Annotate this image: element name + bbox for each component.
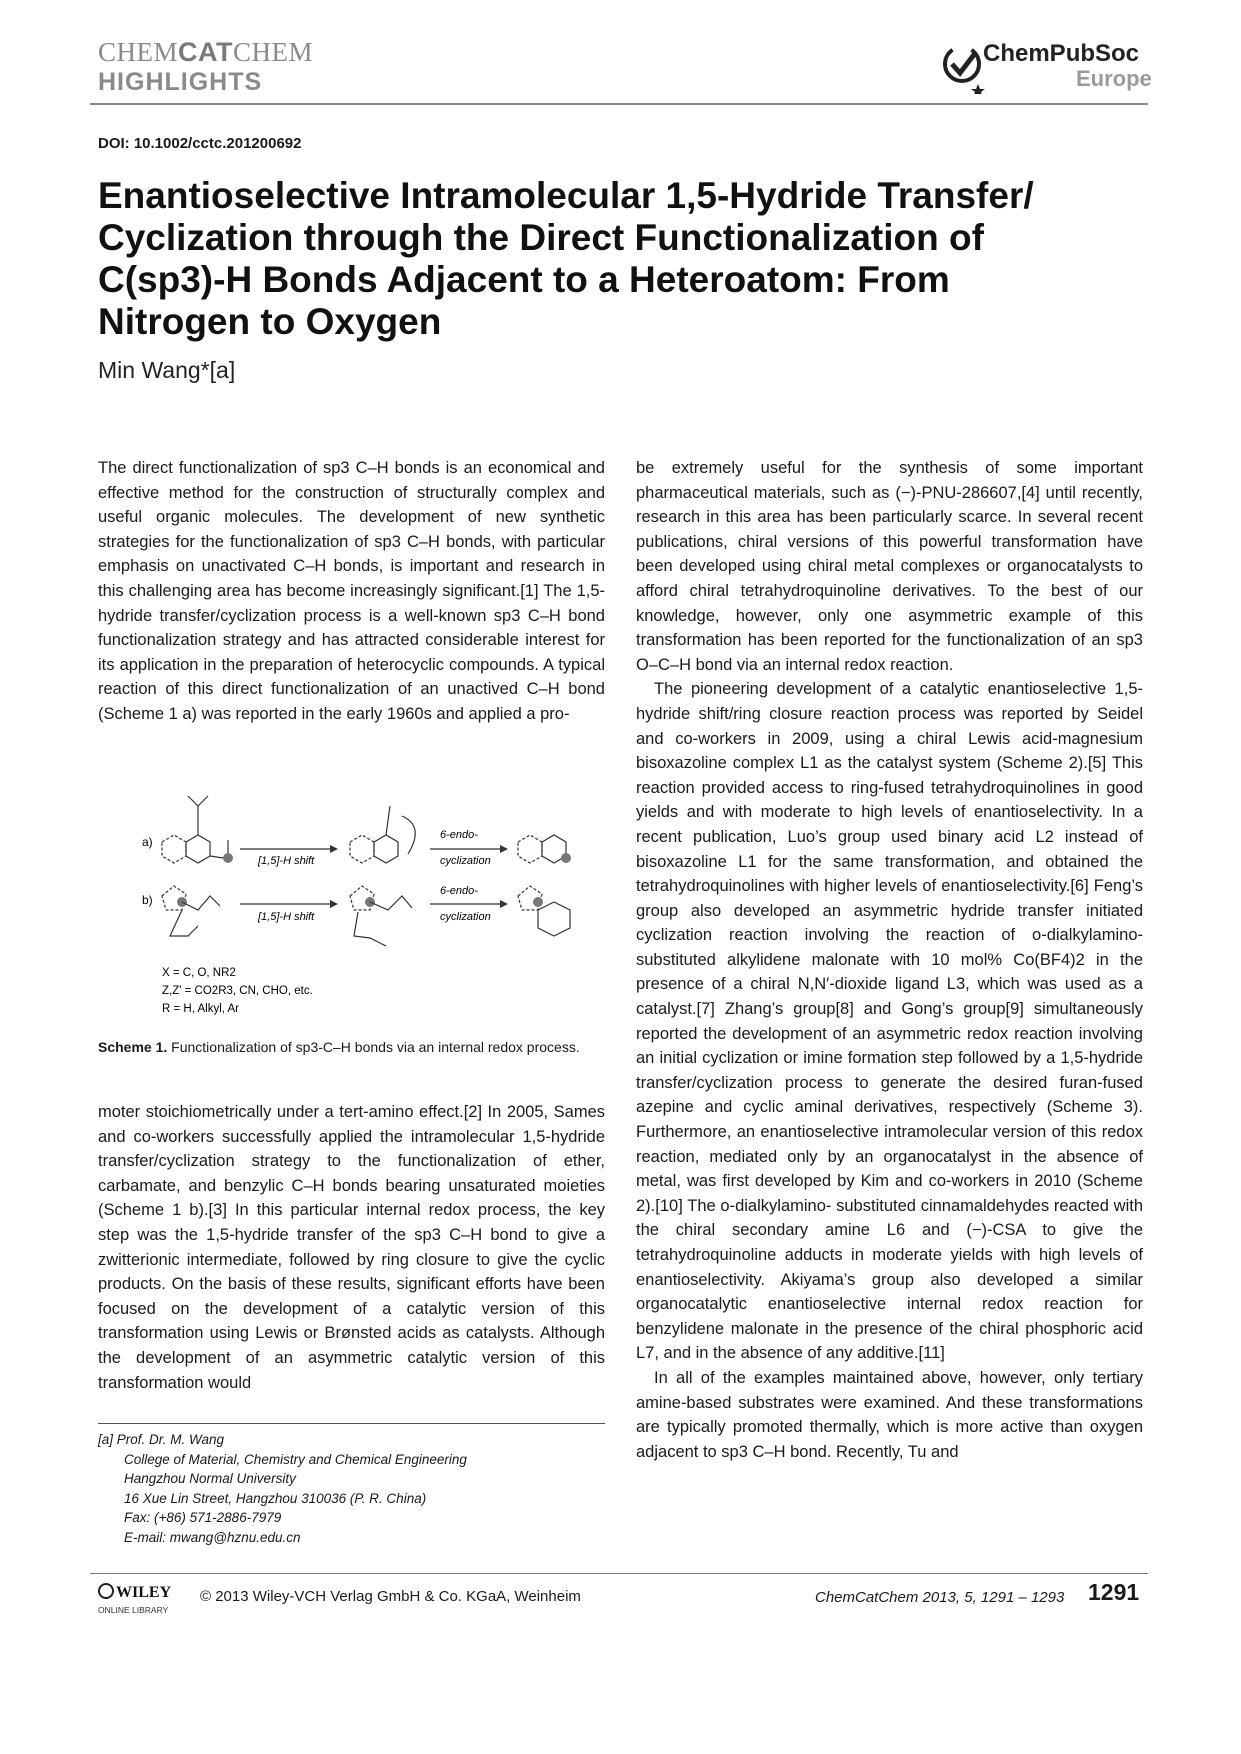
reactive-center: [223, 853, 233, 863]
author: Min Wang*[a]: [98, 357, 236, 383]
logo-star: [971, 84, 985, 94]
journal-name-mid: CAT: [178, 37, 234, 67]
copyright: © 2013 Wiley-VCH Verlag GmbH & Co. KGaA, Weinheim: [200, 1588, 581, 1605]
arrowhead: [330, 900, 338, 908]
footer-rule: [90, 1573, 1148, 1574]
affiliation-footnote: [98, 1430, 467, 1548]
citation: ChemCatChem 2013, 5, 1291 – 1293: [815, 1589, 1065, 1606]
footnote-line: Hangzhou Normal University: [124, 1471, 296, 1487]
benzene-ring: [162, 835, 186, 863]
wiley-wordmark: WILEY: [116, 1584, 172, 1601]
arrow-label: 6-endo-: [440, 885, 478, 897]
legend-z: Z,Z' = CO2R3, CN, CHO, etc.: [162, 985, 313, 997]
article-title: Enantioselective Intramolecular 1,5-Hydride Transfer/ Cyclization through the Direct Functionalization of C(sp3)-H Bonds Adjacent to a Heteroatom: From Nitrogen to Oxygen: [98, 175, 1034, 342]
paragraph: The direct functionalization of sp3 C–H bonds is an economical and effective method for the construction of structurally complex and useful organic molecules. The development of new synthetic strategies for the functionalization of sp3 C–H bonds, with particular emphasis on unactivated C–H bonds, is important and research in this challenging area has become increasingly significant.[1] The 1,5-hydride transfer/cyclization process is a well-known sp3 C–H bond functionalization strategy and has attracted considerable interest for its application in the preparation of heterocyclic compounds. A typical reaction of this direct functionalization of an unactived C–H bond (Scheme 1 a) was reported in the early 1960s and applied a pro-: [98, 459, 605, 723]
product-ring: [538, 902, 570, 936]
bond-line: [188, 796, 198, 806]
journal-name: [98, 38, 313, 66]
arrowhead: [330, 845, 338, 853]
footnote-line: 16 Xue Lin Street, Hangzhou 310036 (P. R. China): [124, 1490, 427, 1506]
arrow-label: [1,5]-H shift: [258, 911, 315, 923]
publisher-name: ChemPubSoc: [983, 40, 1140, 67]
header-rule: [90, 103, 1148, 105]
scheme-1-figure: [140, 786, 610, 1016]
paragraph: moter stoichiometrically under a tert-amino effect.[2] In 2005, Sames and co-workers successfully applied the intramolecular 1,5-hydride transfer/cyclization strategy to the functionalization of ether, carbamate, and benzylic C–H bonds bearing unsaturated moieties (Scheme 1 b).[3] In this particular internal redox process, the key step was the 1,5-hydride transfer of the sp3 C–H bond to give a zwitterionic intermediate, followed by ring closure to give the cyclic products. On the basis of these results, significant efforts have been focused on the development of a catalytic version of this transformation using Lewis or Brønsted acids as catalysts. Although the development of an asymmetric catalytic version of this transformation would: [98, 1103, 605, 1392]
bond-line: [386, 806, 390, 835]
wiley-sub: ONLINE LIBRARY: [98, 1605, 169, 1615]
section-label: HIGHLIGHTS: [98, 68, 263, 96]
scheme-label-a: a): [142, 835, 153, 849]
caption-label: Scheme 1.: [98, 1039, 168, 1055]
bond-line: [210, 856, 223, 858]
footnote-line: Fax: (+86) 571-2886-7979: [124, 1510, 282, 1526]
logo-check: [952, 52, 976, 73]
footnote-line: [a] Prof. Dr. M. Wang: [98, 1432, 225, 1447]
ring-a1: [186, 835, 210, 863]
doi: DOI: 10.1002/cctc.201200692: [98, 135, 302, 152]
curved-arrow: [402, 816, 415, 854]
ring-a2: [374, 835, 398, 863]
footnote-line: College of Material, Chemistry and Chemical Engineering: [124, 1451, 467, 1467]
benzene-ring: [350, 835, 374, 863]
reactive-center: [533, 897, 543, 907]
arrowhead: [500, 845, 508, 853]
footnote-email[interactable]: E-mail: mwang@hznu.edu.cn: [124, 1529, 301, 1545]
caption-text: Functionalization of sp3-C–H bonds via an internal redox process.: [167, 1039, 580, 1055]
column-right: [636, 456, 1143, 1464]
arrow-label: 6-endo-: [440, 829, 478, 841]
paragraph: The pioneering development of a catalytic enantioselective 1,5-hydride shift/ring closure reaction process was reported by Seidel and co-workers in 2009, using a chiral Lewis acid-magnesium bisoxazoline complex L1 as the catalyst system (Scheme 2).[5] This reaction provided access to ring-fused tetrahydroquinolines in good yields and with moderate to high levels of enantioselectivity. In a recent publication, Luo’s group used binary acid L2 instead of bisoxazoline L1 for the same transformation, and obtained the tetrahydroquinolines with higher levels of enantioselectivity.[6] Feng’s group also developed an asymmetric hydride transfer initiated cyclization reaction involving the reaction of o-dialkylamino-substituted alkylidene malonate with 10 mol% Co(BF4)2 in the presence of a chiral N,N′-dioxide ligand L3, which was used as a catalyst.[7] Zhang’s group[8] and Gong’s group[9] simultaneously reported the development of an asymmetric redox reaction involving an initial cyclization or imine formation step followed by a 1,5-hydride transfer/cyclization process to generate the desired furan-fused azepine and cyclic aminal derivatives, respectively (Scheme 3). Furthermore, an enantioselective intramolecular version of this redox reaction, mediated only by an organocatalyst in the absence of metal, was first developed by Kim and co-workers in 2010 (Scheme 2).[10] The o-dialkylamino- substituted cinnamaldehydes reacted with the chiral secondary amine L6 and (−)-CSA to give the tetrahydroquinoline adducts in moderate yields with high levels of enantioselectivity. Akiyama’s group also developed a similar organocatalytic enantioselective internal redox reaction for benzylidene malonate in the presence of the chiral phosphoric acid L7, and in the absence of any additive.[11]: [636, 680, 1143, 1363]
benzene-ring: [518, 835, 542, 863]
page-number: 1291: [1088, 1579, 1140, 1605]
wiley-logo: [98, 1581, 186, 1621]
column-left-bottom: [98, 1100, 605, 1395]
publisher-region: Europe: [1076, 66, 1152, 91]
paragraph: be extremely useful for the synthesis of some important pharmaceutical materials, such as (−)-PNU-286607,[4] until recently, research in this area has been particularly scarce. In several recent publications, chiral versions of this powerful transformation have been developed using chiral metal complexes or organocatalysts to afford chiral tetrahydroquinoline derivatives. To the best of our knowledge, however, only one asymmetric example of this transformation has been reported for the functionalization of an sp3 O–C–H bond via an internal redox reaction.: [636, 459, 1143, 674]
scheme-caption: [98, 1039, 580, 1055]
arrow-label: cyclization: [440, 855, 491, 867]
arrow-label: [1,5]-H shift: [258, 855, 315, 867]
legend-x: X = C, O, NR2: [162, 967, 236, 979]
journal-name-pre: CHEM: [98, 37, 179, 67]
bond-line: [198, 796, 208, 806]
arrow-label: cyclization: [440, 911, 491, 923]
chain: [354, 896, 412, 946]
arrowhead: [500, 900, 508, 908]
reactive-center: [561, 853, 571, 863]
scheme-label-b: b): [142, 893, 153, 907]
journal-name-post: CHEM: [233, 37, 314, 67]
footnote-rule: [98, 1423, 605, 1424]
legend-r: R = H, Alkyl, Ar: [162, 1003, 240, 1015]
paragraph: In all of the examples maintained above, however, only tertiary amine-based substrates were examined. And these transformations are typically promoted thermally, which is more active than oxygen adjacent to sp3 C–H bond. Recently, Tu and: [636, 1368, 1143, 1461]
column-left-top: [98, 456, 605, 727]
wiley-icon: [99, 1584, 113, 1598]
